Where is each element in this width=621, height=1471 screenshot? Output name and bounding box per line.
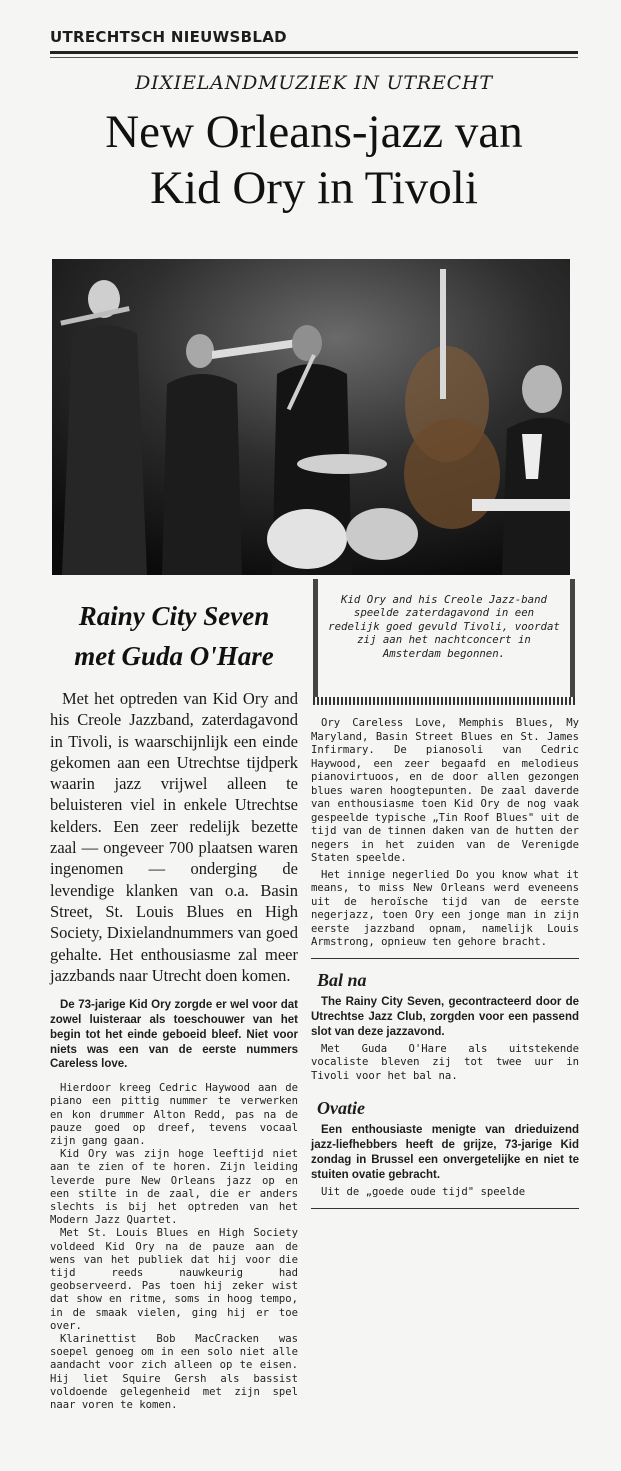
masthead-rule <box>50 51 578 54</box>
body-paragraph: Kid Ory was zijn hoge leeftijd niet aan te zien of te horen. Zijn leiding leverde pure New Orleans jazz op en een stilte in de zaal, die er anders slechts is bij het optreden van het Modern Jazz Quartet. <box>50 1148 298 1227</box>
section-title-bal-na: Bal na <box>317 969 367 990</box>
body-paragraph: Uit de „goede oude tijd" speelde <box>321 1186 526 1198</box>
left-column <box>50 590 298 1412</box>
intro-paragraph: De 73-jarige Kid Ory zorgde er wel voor dat zowel luisteraar als toeschouwer van het begin tot het einde geboeid bleef. Niet voor niets was een van de eerste nummers Careless love. <box>50 999 298 1071</box>
photo-caption: Kid Ory and his Creole Jazz-band speelde zaterdagavond in een redelijk goed gevuld Tivoli, voordat zij aan het nachtconcert in Amsterdam begonnen. <box>328 593 560 660</box>
right-body <box>311 717 579 1209</box>
masthead-rule-thin <box>50 57 578 58</box>
section-divider <box>311 958 579 959</box>
lead-paragraph: Met het optreden van Kid Ory and his Creole Jazzband, zaterdagavond in Tivoli, is waarschijnlijk een einde gekomen aan een Utrechtse tijdperk waarin jazz vrijwel alleen te beluisteren viel in enkele Utrechtse kelders. Een zeer redelijk bezette zaal — ongeveer 700 plaatsen waren ingenomen — onderging de levendige klanken van o.a. Basin Street, St. Louis Blues en High Society, Dixielandnummers van goed gehalte. Het enthousiasme zal meer jazzbands naar Utrecht doen komen. <box>50 689 298 985</box>
right-column <box>311 575 579 1219</box>
band-photo-image <box>52 259 570 575</box>
headline-line-2: Kid Ory in Tivoli <box>150 162 478 214</box>
newspaper-name: UTRECHTSCH NIEUWSBLAD <box>50 28 287 46</box>
section-title-ovatie: Ovatie <box>317 1098 365 1118</box>
article-subhead <box>50 596 298 676</box>
body-paragraph: Klarinettist Bob MacCracken was soepel genoeg om in een solo niet alle aandacht voor zich alleen op te eisen. Hij liet Squire Gersh als bassist voldoende gelegenheid met zijn spel naar voren te komen. <box>50 1333 298 1412</box>
photo-caption-box <box>313 579 575 697</box>
article-headline <box>50 104 578 216</box>
subhead-line-2: met Guda O'Hare <box>74 641 274 671</box>
section-bold-paragraph: Een enthousiaste menigte van drieduizend jazz-liefhebbers heeft de grijze, 73-jarige Kid zondag in Brussel een onvergetelijke en niet te stuiten ovatie gebracht. <box>311 1124 579 1181</box>
section-bold-paragraph: The Rainy City Seven, gecontracteerd door de Utrechtse Jazz Club, zorgden voor een passend slot van deze jazzavond. <box>311 995 579 1038</box>
body-paragraph: Hierdoor kreeg Cedric Haywood aan de piano een pittig nummer te verwerken en kon drummer Alton Redd, pas na de pauze goed op dreef, tevens vocaal zijn gang gaan. <box>50 1082 298 1147</box>
body-paragraph: Het innige negerlied Do you know what it means, to miss New Orleans werd eveneens uit de heroïsche tijd van de eerste negerjazz, toen Ory een jonge man in zijn eerste jazzband opnam, namelijk Louis Armstrong, opnieuw ten gehore bracht. <box>311 868 579 948</box>
headline-line-1: New Orleans-jazz van <box>105 106 523 158</box>
caption-border-bars <box>313 697 575 705</box>
subhead-line-1: Rainy City Seven <box>78 601 270 631</box>
section-divider <box>311 1208 579 1209</box>
spacer <box>311 1083 579 1097</box>
band-photo <box>52 259 570 575</box>
body-paragraph: Met St. Louis Blues en High Society voldeed Kid Ory na de pauze aan de wens van het publiek dat hij voor die tijd reeds nauwkeurig had geobserveerd. Pas toen hij zeker wist dat show en ritme, soms in hoog tempo, in de smaak vielen, ging hij er toe over. <box>50 1227 298 1332</box>
body-paragraph: Met Guda O'Hare als uitstekende vocaliste bleven zij tot twee uur in Tivoli voor het bal na. <box>311 1042 579 1082</box>
body-paragraph: Ory Careless Love, Memphis Blues, My Maryland, Basin Street Blues en St. James Infirmary. De pianosoli van Cedric Haywood, een zeer begaafd en melodieus pianovirtuoos, en de door allen gezongen blues waren hoogtepunten. De zaal daverde van enthousiasme toen Kid Ory de nog vaak gespeelde typische „Tin Roof Blues" uit de tijd van de tinnen daken van de hutten der negers in het zuiden van de Verenigde Staten speelde. <box>311 717 579 864</box>
article-kicker: DIXIELANDMUZIEK IN UTRECHT <box>135 72 493 94</box>
